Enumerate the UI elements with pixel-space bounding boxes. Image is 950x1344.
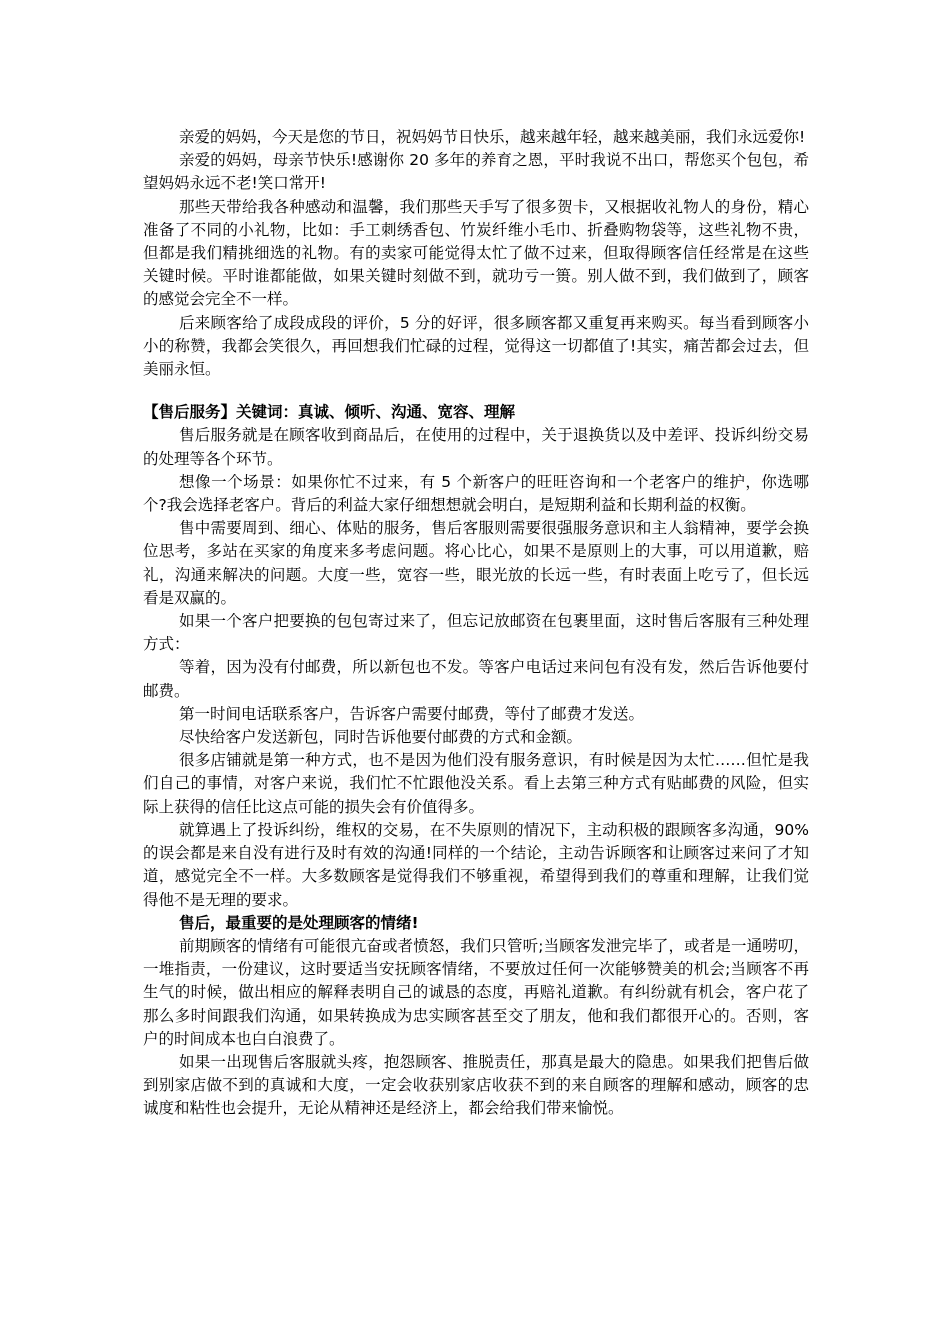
paragraph: 想像一个场景：如果你忙不过来，有 5 个新客户的旺旺咨询和一个老客户的维护，你选哪个?我会选择老客户。背后的利益大家仔细想想就会明白，是短期利益和长期利益的权衡。 <box>143 472 809 515</box>
document-body <box>143 126 809 1121</box>
paragraph: 售后服务就是在顾客收到商品后，在使用的过程中，关于退换货以及中差评、投诉纠纷交易的处理等各个环节。 <box>143 426 809 468</box>
section-heading: 【售后服务】关键词：真诚、倾听、沟通、宽容、理解 <box>143 403 516 422</box>
paragraph: 如果一出现售后客服就头疼，抱怨顾客、推脱责任，那真是最大的隐患。如果我们把售后做到别家店做不到的真诚和大度，一定会收获别家店收获不到的来自顾客的理解和感动，顾客的忠诚度和粘性也会提升，无论从精神还是经济上，都会给我们带来愉悦。 <box>143 1052 809 1118</box>
bold-statement: 售后，最重要的是处理顾客的情绪! <box>179 913 419 932</box>
paragraph: 那些天带给我各种感动和温馨，我们那些天手写了很多贺卡，又根据收礼物人的身份，精心准备了不同的小礼物，比如：手工刺绣香包、竹炭纤维小毛巾、折叠购物袋等，这些礼物不贵，但都是我们精挑细选的礼物。有的卖家可能觉得太忙了做不过来，但取得顾客信任经常是在这些关键时候。平时谁都能做，如果关键时刻做不到，就功亏一篑。别人做不到，我们做到了，顾客的感觉会完全不一样。 <box>143 197 809 309</box>
paragraph: 如果一个客户把要换的包包寄过来了，但忘记放邮资在包裹里面，这时售后客服有三种处理方式： <box>143 612 809 654</box>
paragraph: 等着，因为没有付邮费，所以新包也不发。等客户电话过来问包有没有发，然后告诉他要付邮费。 <box>143 658 809 700</box>
paragraph: 第一时间电话联系客户，告诉客户需要付邮费，等付了邮费才发送。 <box>179 704 645 723</box>
paragraph: 售中需要周到、细心、体贴的服务，售后客服则需要很强服务意识和主人翁精神，要学会换位思考，多站在买家的角度来多考虑问题。将心比心，如果不是原则上的大事，可以用道歉，赔礼，沟通来解决的问题。大度一些，宽容一些，眼光放的长远一些，有时表面上吃亏了，但长远看是双赢的。 <box>143 519 809 607</box>
paragraph: 亲爱的妈妈，今天是您的节日，祝妈妈节日快乐，越来越年轻，越来越美丽，我们永远爱你! <box>179 128 806 146</box>
paragraph: 尽快给客户发送新包，同时告诉他要付邮费的方式和金额。 <box>179 728 583 747</box>
paragraph: 前期顾客的情绪有可能很亢奋或者愤怒，我们只管听;当顾客发泄完毕了，或者是一通唠叨，一堆指责，一份建议，这时要适当安抚顾客情绪，不要放过任何一次能够赞美的机会;当顾客不再生气的时候，做出相应的解释表明自己的诚恳的态度，再赔礼道歉。有纠纷就有机会，客户花了那么多时间跟我们沟通，如果转换成为忠实顾客甚至交了朋友，他和我们都很开心的。否则，客户的时间成本也白白浪费了。 <box>143 936 809 1048</box>
paragraph: 就算遇上了投诉纠纷，维权的交易，在不失原则的情况下，主动积极的跟顾客多沟通，90%的误会都是来自没有进行及时有效的沟通!同样的一个结论，主动告诉顾客和让顾客过来问了才知道，感觉完全不一样。大多数顾客是觉得我们不够重视，希望得到我们的尊重和理解，让我们觉得他不是无理的要求。 <box>143 820 809 909</box>
paragraph: 后来顾客给了成段成段的评价，5 分的好评，很多顾客都又重复再来购买。每当看到顾客小小的称赞，我都会笑很久，再回想我们忙碌的过程，觉得这一切都值了!其实，痛苦都会过去，但美丽永恒。 <box>143 313 809 379</box>
paragraph: 很多店铺就是第一种方式，也不是因为他们没有服务意识，有时候是因为太忙……但忙是我们自己的事情，对客户来说，我们忙不忙跟他没关系。看上去第三种方式有贴邮费的风险，但实际上获得的信任比这点可能的损失会有价值得多。 <box>143 751 809 816</box>
paragraph: 亲爱的妈妈，母亲节快乐!感谢你 20 多年的养育之恩，平时我说不出口，帮您买个包包，希望妈妈永远不老!笑口常开! <box>143 151 809 193</box>
